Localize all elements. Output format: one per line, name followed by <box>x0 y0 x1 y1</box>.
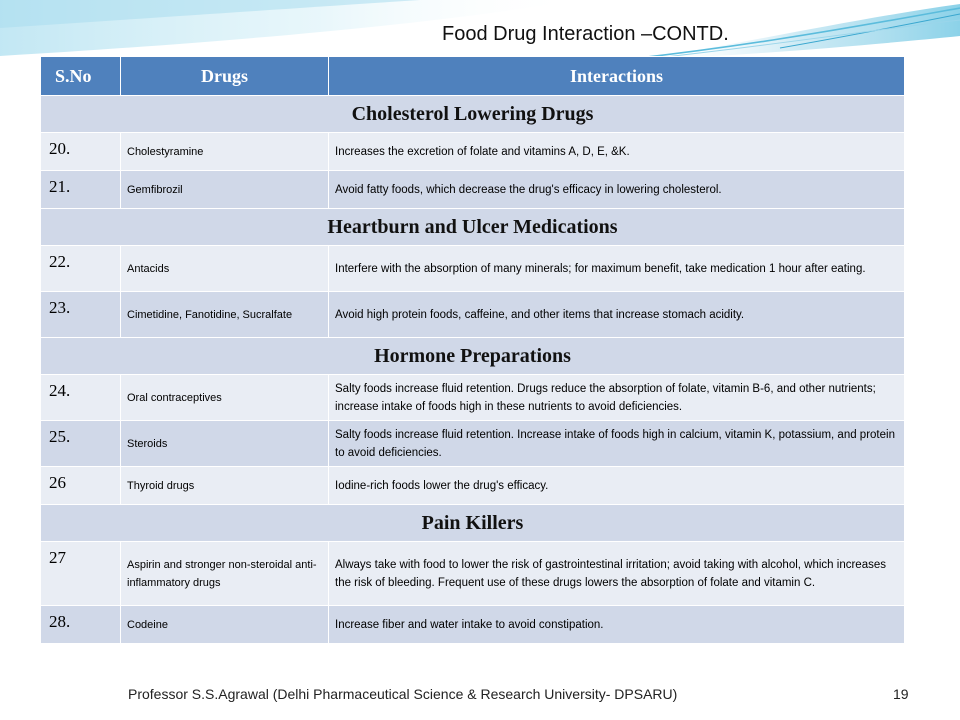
row-sno: 25. <box>41 421 121 467</box>
table-row <box>41 133 905 171</box>
row-drug: Antacids <box>121 246 329 292</box>
table-header-row <box>41 57 905 96</box>
column-header-sno: S.No <box>41 57 121 96</box>
footer-credit: Professor S.S.Agrawal (Delhi Pharmaceutical Science & Research University- DPSARU) <box>128 686 678 702</box>
row-drug: Aspirin and stronger non-steroidal anti-inflammatory drugs <box>121 542 329 606</box>
table-row <box>41 542 905 606</box>
row-interaction: Increase fiber and water intake to avoid constipation. <box>329 606 905 644</box>
row-sno: 23. <box>41 292 121 338</box>
row-drug: Steroids <box>121 421 329 467</box>
row-sno: 27 <box>41 542 121 606</box>
page-number: 19 <box>893 686 909 702</box>
row-sno: 24. <box>41 375 121 421</box>
row-interaction: Salty foods increase fluid retention. Drugs reduce the absorption of folate, vitamin B-6, and other nutrients; increase intake of foods high in these nutrients to avoid deficiencies. <box>329 375 905 421</box>
row-interaction: Avoid fatty foods, which decrease the drug's efficacy in lowering cholesterol. <box>329 171 905 209</box>
row-interaction: Avoid high protein foods, caffeine, and other items that increase stomach acidity. <box>329 292 905 338</box>
section-row <box>41 505 905 542</box>
table-row <box>41 606 905 644</box>
table-row <box>41 292 905 338</box>
section-title: Heartburn and Ulcer Medications <box>41 209 905 246</box>
row-interaction: Interfere with the absorption of many minerals; for maximum benefit, take medication 1 hour after eating. <box>329 246 905 292</box>
row-drug: Cholestyramine <box>121 133 329 171</box>
food-drug-interaction-table <box>40 56 905 644</box>
row-interaction: Salty foods increase fluid retention. Increase intake of foods high in calcium, vitamin K, potassium, and protein to avoid deficiencies. <box>329 421 905 467</box>
table-row <box>41 171 905 209</box>
section-row <box>41 209 905 246</box>
table-row <box>41 246 905 292</box>
row-sno: 21. <box>41 171 121 209</box>
table-row <box>41 421 905 467</box>
slide-title: Food Drug Interaction –CONTD. <box>442 23 729 45</box>
row-sno: 20. <box>41 133 121 171</box>
row-drug: Codeine <box>121 606 329 644</box>
row-interaction: Increases the excretion of folate and vitamins A, D, E, &K. <box>329 133 905 171</box>
row-drug: Oral contraceptives <box>121 375 329 421</box>
section-row <box>41 338 905 375</box>
column-header-interactions: Interactions <box>329 57 905 96</box>
section-title: Pain Killers <box>41 505 905 542</box>
section-title: Cholesterol Lowering Drugs <box>41 96 905 133</box>
row-interaction: Always take with food to lower the risk of gastrointestinal irritation; avoid taking with alcohol, which increases the risk of bleeding. Frequent use of these drugs lowers the absorption of folate and vitamin C. <box>329 542 905 606</box>
table-row <box>41 375 905 421</box>
row-drug: Thyroid drugs <box>121 467 329 505</box>
section-row <box>41 96 905 133</box>
column-header-drugs: Drugs <box>121 57 329 96</box>
row-sno: 22. <box>41 246 121 292</box>
row-interaction: Iodine-rich foods lower the drug's efficacy. <box>329 467 905 505</box>
row-drug: Cimetidine, Fanotidine, Sucralfate <box>121 292 329 338</box>
row-sno: 28. <box>41 606 121 644</box>
table-row <box>41 467 905 505</box>
row-sno: 26 <box>41 467 121 505</box>
row-drug: Gemfibrozil <box>121 171 329 209</box>
section-title: Hormone Preparations <box>41 338 905 375</box>
